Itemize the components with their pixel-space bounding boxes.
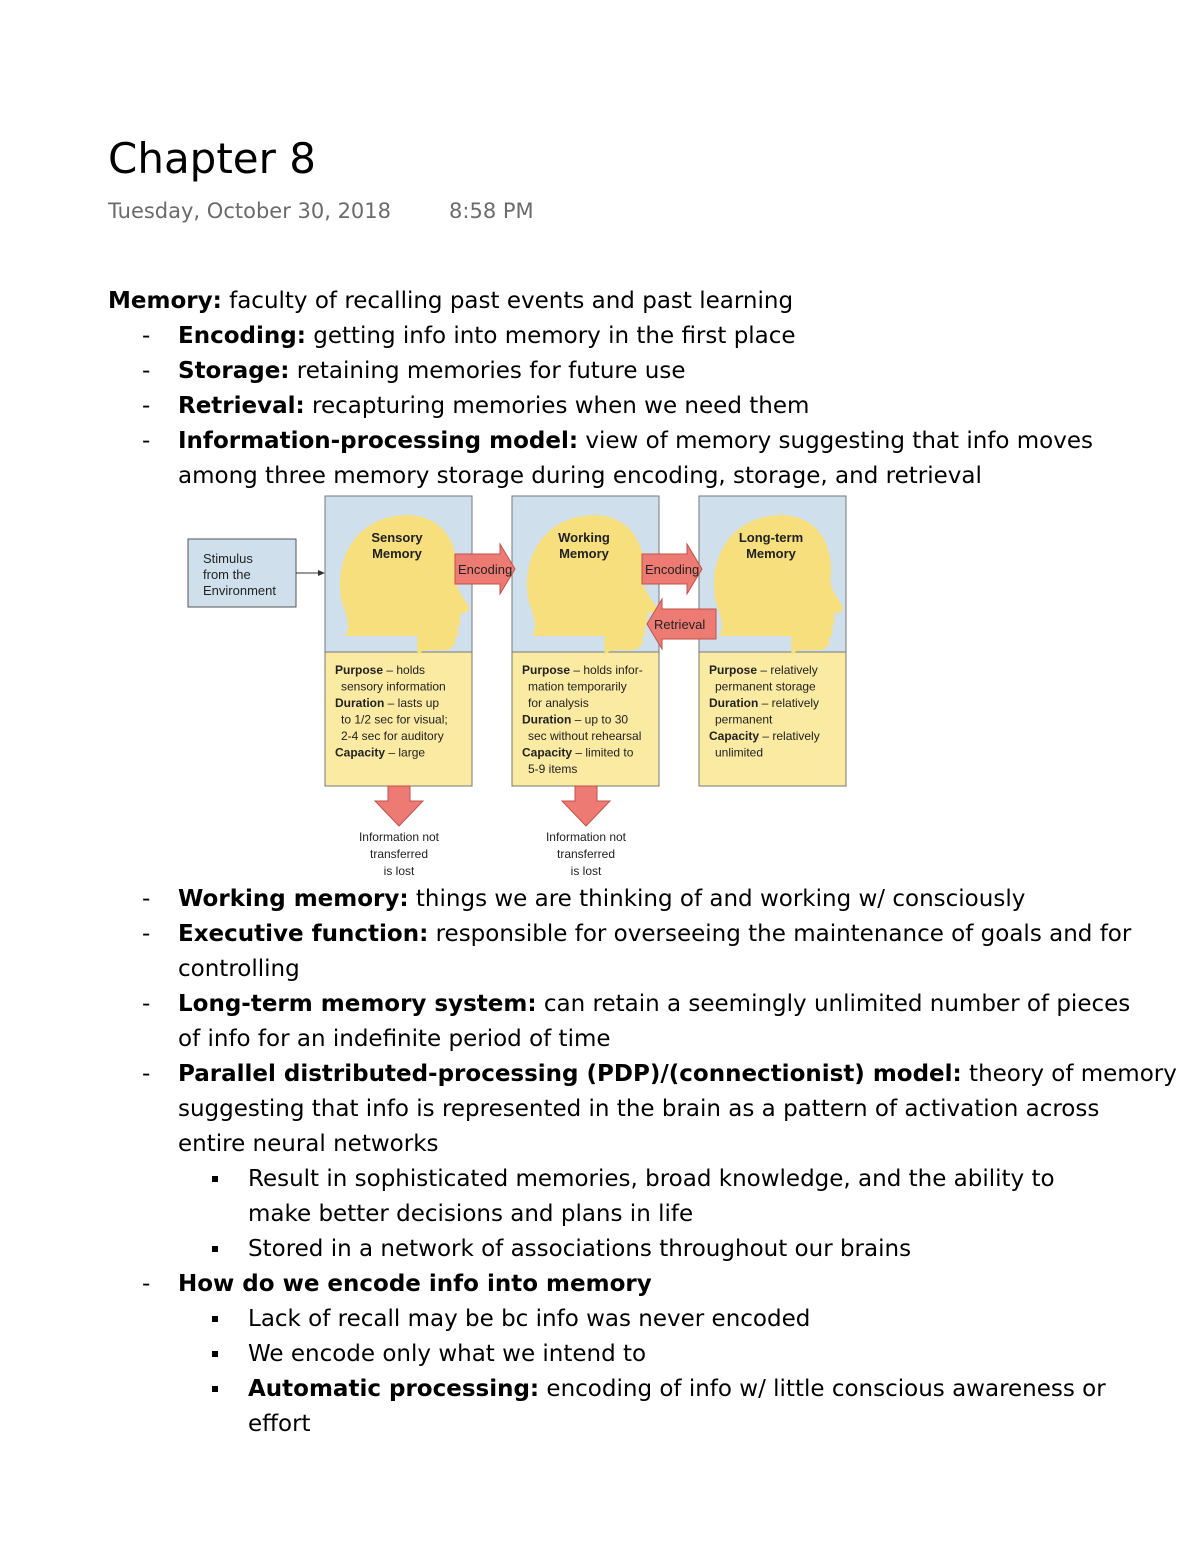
note-text: entire neural networks bbox=[178, 1131, 439, 1157]
note-line bbox=[108, 284, 1128, 319]
purpose-text: permanent bbox=[715, 712, 773, 727]
purpose-text: – lasts up bbox=[384, 696, 440, 710]
purpose-line bbox=[335, 746, 425, 760]
note-line bbox=[108, 424, 1128, 459]
working-purpose-text bbox=[522, 663, 643, 776]
note-line bbox=[108, 389, 1128, 424]
purpose-text: – relatively bbox=[759, 729, 820, 743]
purpose-text: – large bbox=[385, 745, 426, 760]
note-term: Retrieval: bbox=[178, 393, 305, 419]
long-term-title-1: Long-term bbox=[738, 530, 804, 545]
purpose-term: Duration bbox=[335, 696, 385, 710]
sensory-memory-panel bbox=[325, 496, 472, 786]
note-text: Stored in a network of associations throughout our brains bbox=[248, 1236, 912, 1262]
long-term-title-2: Memory bbox=[746, 546, 796, 561]
dash-bullet: - bbox=[142, 921, 151, 947]
purpose-term: Purpose bbox=[709, 663, 758, 677]
purpose-line bbox=[709, 729, 820, 743]
stimulus-label-3: Environment bbox=[203, 583, 276, 598]
note-term: How do we encode info into memory bbox=[178, 1271, 652, 1297]
dash-bullet: - bbox=[142, 1061, 151, 1087]
note-text: faculty of recalling past events and past learning bbox=[221, 288, 794, 314]
purpose-line bbox=[709, 663, 818, 677]
lost-label-2b: transferred bbox=[556, 847, 616, 861]
purpose-line bbox=[715, 746, 763, 760]
purpose-line bbox=[341, 729, 444, 743]
purpose-line bbox=[522, 713, 628, 727]
purpose-text: permanent storage bbox=[715, 679, 816, 694]
purpose-line bbox=[715, 713, 773, 727]
note-line-continuation bbox=[108, 1197, 1128, 1232]
purpose-line bbox=[715, 680, 816, 694]
note-text: can retain a seemingly unlimited number of pieces bbox=[536, 991, 1131, 1017]
square-bullet-icon bbox=[212, 1316, 218, 1322]
note-line bbox=[108, 1302, 1128, 1337]
note-line bbox=[108, 882, 1128, 917]
note-line bbox=[108, 1232, 1128, 1267]
note-line-continuation bbox=[108, 459, 1128, 494]
purpose-text: – relatively bbox=[758, 696, 820, 710]
purpose-line bbox=[522, 746, 634, 760]
purpose-term: Capacity bbox=[709, 729, 760, 743]
purpose-term: Duration bbox=[709, 696, 759, 710]
note-line bbox=[108, 987, 1131, 1022]
purpose-line bbox=[341, 713, 448, 727]
long-term-memory-panel bbox=[699, 496, 846, 786]
note-term: Encoding: bbox=[178, 323, 306, 349]
dash-bullet: - bbox=[142, 358, 151, 384]
note-line-continuation bbox=[108, 952, 1128, 987]
dash-bullet: - bbox=[142, 428, 151, 454]
page-time: 8:58 PM bbox=[449, 199, 534, 223]
page-date: Tuesday, October 30, 2018 bbox=[108, 199, 392, 223]
note-line-continuation bbox=[108, 1022, 1128, 1057]
note-term: Automatic processing: bbox=[248, 1376, 540, 1402]
working-title-2: Memory bbox=[559, 546, 609, 561]
purpose-text: – relatively bbox=[757, 663, 818, 677]
lost-label-1a: Information not bbox=[358, 830, 440, 844]
note-text: make better decisions and plans in life bbox=[248, 1201, 694, 1227]
note-text: view of memory suggesting that info moves bbox=[578, 428, 1093, 454]
note-text: Result in sophisticated memories, broad knowledge, and the ability to bbox=[248, 1166, 1055, 1192]
note-line bbox=[108, 917, 1132, 952]
purpose-text: to 1/2 sec for visual; bbox=[341, 712, 448, 727]
square-bullet-icon bbox=[212, 1351, 218, 1357]
note-text: theory of memory bbox=[961, 1061, 1177, 1087]
note-term: Working memory: bbox=[178, 886, 409, 912]
purpose-term: Capacity bbox=[335, 745, 386, 760]
note-term: Information-processing model: bbox=[178, 428, 579, 454]
dash-bullet: - bbox=[142, 393, 151, 419]
page-title: Chapter 8 bbox=[108, 134, 316, 183]
purpose-term: Purpose bbox=[522, 663, 571, 677]
note-line bbox=[108, 1267, 1128, 1302]
note-text: things we are thinking of and working w/ consciously bbox=[408, 886, 1026, 912]
purpose-text: 5-9 items bbox=[528, 762, 578, 776]
note-line bbox=[108, 354, 1128, 389]
purpose-text: 2-4 sec for auditory bbox=[341, 729, 444, 743]
stimulus-label-2: from the bbox=[203, 567, 251, 582]
purpose-text: – limited to bbox=[572, 745, 634, 760]
notes-top bbox=[108, 284, 1128, 494]
purpose-term: Purpose bbox=[335, 663, 384, 677]
working-title-1: Working bbox=[558, 530, 610, 545]
note-term: Executive function: bbox=[178, 921, 429, 947]
dash-bullet: - bbox=[142, 886, 151, 912]
purpose-text: mation temporarily bbox=[528, 679, 627, 694]
note-term: Memory: bbox=[108, 288, 222, 314]
purpose-term: Capacity bbox=[522, 745, 573, 760]
note-text: We encode only what we intend to bbox=[248, 1341, 647, 1367]
note-text: Lack of recall may be bc info was never encoded bbox=[248, 1306, 811, 1332]
note-term: Long-term memory system: bbox=[178, 991, 537, 1017]
note-text: effort bbox=[248, 1411, 311, 1437]
purpose-line bbox=[335, 696, 439, 710]
lost-label-2a: Information not bbox=[545, 830, 627, 844]
sensory-title-1: Sensory bbox=[371, 530, 423, 545]
dash-bullet: - bbox=[142, 323, 151, 349]
note-term: Storage: bbox=[178, 358, 290, 384]
purpose-line bbox=[528, 680, 627, 694]
notes-bottom bbox=[108, 882, 1177, 1442]
purpose-text: – holds bbox=[383, 663, 426, 677]
lost-arrow-2 bbox=[562, 786, 610, 826]
purpose-line bbox=[528, 696, 589, 710]
purpose-term: Duration bbox=[522, 712, 572, 727]
sensory-title-2: Memory bbox=[372, 546, 422, 561]
note-text: of info for an indefinite period of time bbox=[178, 1026, 611, 1052]
square-bullet-icon bbox=[212, 1246, 218, 1252]
purpose-line bbox=[709, 696, 819, 710]
purpose-line bbox=[341, 680, 446, 694]
stimulus-arrow-head bbox=[318, 570, 325, 576]
purpose-line bbox=[528, 762, 577, 776]
lost-arrow-1 bbox=[375, 786, 423, 826]
lost-label-1c: is lost bbox=[383, 864, 415, 878]
purpose-line bbox=[335, 663, 425, 677]
purpose-text: for analysis bbox=[528, 696, 589, 710]
retrieval-label: Retrieval bbox=[654, 617, 706, 632]
purpose-line bbox=[528, 729, 641, 743]
note-text: getting info into memory in the first place bbox=[305, 323, 796, 349]
note-line-continuation bbox=[108, 1407, 1128, 1442]
stimulus-label-1: Stimulus bbox=[203, 551, 253, 566]
working-memory-panel bbox=[512, 496, 659, 786]
note-line-continuation bbox=[108, 1127, 1128, 1162]
encoding-label-1: Encoding bbox=[458, 562, 513, 577]
note-text: controlling bbox=[178, 956, 300, 982]
square-bullet-icon bbox=[212, 1386, 218, 1392]
purpose-text: unlimited bbox=[715, 745, 764, 760]
note-text: suggesting that info is represented in the brain as a pattern of activation across bbox=[178, 1096, 1100, 1122]
note-text: among three memory storage during encoding, storage, and retrieval bbox=[178, 463, 982, 489]
lost-label-1b: transferred bbox=[369, 847, 429, 861]
encoding-label-2: Encoding bbox=[645, 562, 700, 577]
purpose-text: – up to 30 bbox=[571, 712, 629, 727]
note-text: retaining memories for future use bbox=[289, 358, 686, 384]
note-text: encoding of info w/ little conscious awareness or bbox=[539, 1376, 1106, 1402]
note-line bbox=[108, 1337, 1128, 1372]
dash-bullet: - bbox=[142, 1271, 151, 1297]
purpose-line bbox=[522, 663, 643, 677]
note-text: responsible for overseeing the maintenance of goals and for bbox=[428, 921, 1132, 947]
note-term: Parallel distributed-processing (PDP)/(connectionist) model: bbox=[178, 1061, 962, 1087]
page-timestamp bbox=[108, 199, 534, 223]
purpose-text: sensory information bbox=[341, 679, 446, 694]
information-processing-diagram bbox=[185, 494, 850, 880]
purpose-text: – holds infor- bbox=[570, 663, 643, 677]
note-line bbox=[108, 1372, 1128, 1407]
note-line-continuation bbox=[108, 1092, 1128, 1127]
purpose-text: sec without rehearsal bbox=[528, 729, 642, 743]
note-text: recapturing memories when we need them bbox=[304, 393, 810, 419]
note-line bbox=[108, 1162, 1128, 1197]
lost-label-2c: is lost bbox=[570, 864, 602, 878]
dash-bullet: - bbox=[142, 991, 151, 1017]
note-line bbox=[108, 1057, 1177, 1092]
note-line bbox=[108, 319, 1128, 354]
square-bullet-icon bbox=[212, 1176, 218, 1182]
